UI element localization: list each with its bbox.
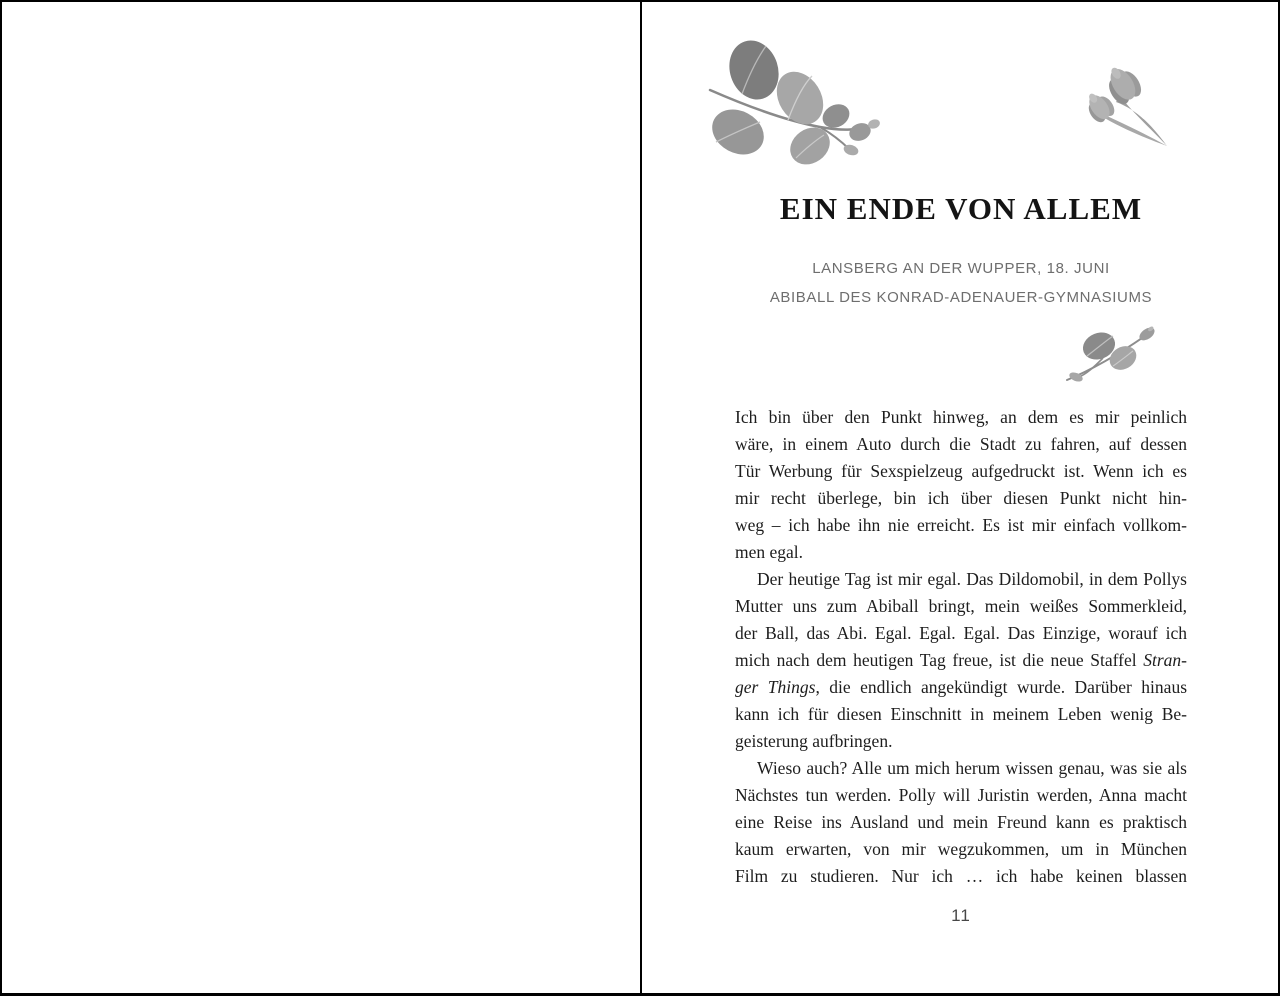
text-line: Tür Werbung für Sexspielzeug aufgedruckt ist. Wenn ich es: [735, 461, 1187, 481]
chapter-title: EIN ENDE VON ALLEM: [779, 191, 1143, 226]
text-line: Film zu studieren. Nur ich … ich habe keinen blassen: [735, 866, 1187, 886]
text-line: kann ich für diesen Einschnitt in meinem Leben wenig Be-: [735, 704, 1187, 724]
page-gutter-line: [640, 0, 642, 996]
eucalyptus-branch-illustration: [708, 38, 880, 168]
text-segment: , die endlich angekündigt wurde. Darüber hinaus: [815, 677, 1187, 697]
paragraph-3: [735, 755, 1187, 890]
text-line: [735, 674, 1187, 701]
text-segment: mich nach dem heutigen Tag freue, ist die neue Staffel: [735, 650, 1137, 670]
text-line: kaum erwarten, von mir wegzukommen, um in München: [735, 839, 1187, 859]
page-number: 11: [951, 906, 971, 925]
text-line: Ich bin über den Punkt hinweg, an dem es mir peinlich: [735, 407, 1187, 427]
italic-book-title: Stran-: [1143, 650, 1187, 670]
crocus-flowers-illustration: [1086, 66, 1172, 150]
right-page: [642, 0, 1280, 996]
chapter-subtitle-line-2: ABIBALL DES KONRAD-ADENAUER-GYMNASIUMS: [769, 289, 1153, 306]
chapter-subtitle-line-1: LANSBERG AN DER WUPPER, 18. JUNI: [812, 260, 1110, 277]
text-line: geisterung aufbringen.: [735, 731, 893, 751]
chapter-subtitle: [642, 254, 1280, 312]
text-line: Nächstes tun werden. Polly will Juristin werden, Anna macht: [735, 785, 1187, 805]
text-line: wäre, in einem Auto durch die Stadt zu fahren, auf dessen: [735, 434, 1187, 454]
italic-book-title: ger Things: [735, 677, 816, 697]
text-line: eine Reise ins Ausland und mein Freund kann es praktisch: [735, 812, 1187, 832]
body-text: [735, 404, 1187, 890]
text-line: men egal.: [735, 542, 804, 562]
paragraph-1: [735, 404, 1187, 566]
text-line: [735, 647, 1187, 674]
leaf-sprig-illustration: [1063, 324, 1165, 386]
text-line: Wieso auch? Alle um mich herum wissen genau, was sie als: [757, 758, 1187, 778]
text-line: Der heutige Tag ist mir egal. Das Dildomobil, in dem Pollys: [757, 569, 1187, 589]
text-line: der Ball, das Abi. Egal. Egal. Egal. Das Einzige, worauf ich: [735, 623, 1187, 643]
text-line: weg – ich habe ihn nie erreicht. Es ist mir einfach vollkom-: [735, 515, 1187, 535]
paragraph-2: [735, 566, 1187, 755]
text-line: mir recht überlege, bin ich über diesen Punkt nicht hin-: [735, 488, 1187, 508]
text-line: Mutter uns zum Abiball bringt, mein weißes Sommerkleid,: [735, 596, 1187, 616]
